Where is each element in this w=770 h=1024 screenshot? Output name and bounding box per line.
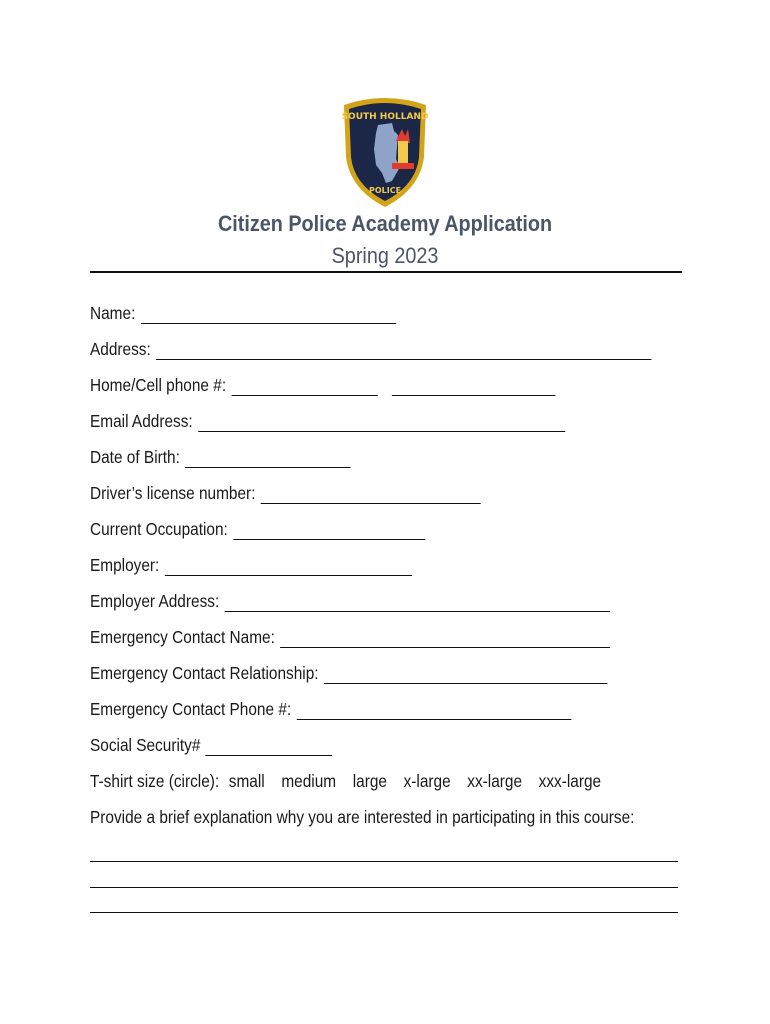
tshirt-option-medium[interactable]: medium (281, 771, 337, 791)
employer-label: Employer: (90, 555, 160, 575)
emergency-contact-phone-input-line[interactable] (296, 701, 571, 720)
title-divider (90, 271, 682, 273)
name-label: Name: (90, 303, 136, 323)
ssn-input-line[interactable] (206, 737, 333, 756)
email-label: Email Address: (90, 411, 193, 431)
explanation-prompt: Provide a brief explanation why you are interested in participating in this course: (90, 807, 635, 827)
name-input-line[interactable] (141, 305, 396, 324)
tshirt-option-x-large[interactable]: x-large (403, 771, 451, 791)
tshirt-option-xxx-large[interactable]: xxx-large (538, 771, 602, 791)
home-phone-input-line[interactable] (231, 377, 377, 396)
drivers-license-label: Driver’s license number: (90, 483, 256, 503)
employer-address-field[interactable] (90, 590, 610, 614)
police-badge-logo (340, 97, 430, 209)
tshirt-option-small[interactable]: small (228, 771, 265, 791)
address-label: Address: (90, 339, 151, 359)
explanation-line-1[interactable] (90, 861, 678, 862)
email-input-line[interactable] (198, 413, 565, 432)
emergency-contact-phone-field[interactable] (90, 698, 571, 722)
tshirt-option-large[interactable]: large (352, 771, 387, 791)
ssn-field[interactable] (90, 734, 332, 758)
address-input-line[interactable] (156, 341, 651, 360)
drivers-license-field[interactable] (90, 482, 481, 506)
phone-field[interactable] (90, 374, 555, 398)
dob-field[interactable] (90, 446, 351, 470)
employer-address-input-line[interactable] (225, 593, 610, 612)
tshirt-size-row (90, 770, 601, 792)
tshirt-size-label: T-shirt size (circle): (90, 771, 220, 791)
emergency-contact-name-label: Emergency Contact Name: (90, 627, 275, 647)
emergency-contact-name-input-line[interactable] (280, 629, 610, 648)
tshirt-option-xx-large[interactable]: xx-large (467, 771, 523, 791)
employer-input-line[interactable] (165, 557, 412, 576)
occupation-label: Current Occupation: (90, 519, 228, 539)
badge-top-text: SOUTH HOLLAND (341, 112, 429, 122)
cell-phone-input-line[interactable] (392, 377, 556, 396)
form-title: Citizen Police Academy Application (217, 211, 553, 236)
name-field[interactable] (90, 302, 396, 326)
employer-field[interactable] (90, 554, 412, 578)
address-field[interactable] (90, 338, 651, 362)
emergency-contact-phone-label: Emergency Contact Phone #: (90, 699, 292, 719)
emergency-contact-relationship-input-line[interactable] (324, 665, 607, 684)
badge-bottom-text: POLICE (368, 186, 402, 195)
employer-address-label: Employer Address: (90, 591, 220, 611)
occupation-input-line[interactable] (233, 521, 425, 540)
email-field[interactable] (90, 410, 565, 434)
emergency-contact-relationship-field[interactable] (90, 662, 607, 686)
phone-label: Home/Cell phone #: (90, 375, 227, 395)
explanation-line-2[interactable] (90, 887, 678, 888)
occupation-field[interactable] (90, 518, 425, 542)
form-subtitle: Spring 2023 (331, 243, 439, 268)
explanation-line-3[interactable] (90, 912, 678, 913)
emergency-contact-name-field[interactable] (90, 626, 610, 650)
dob-label: Date of Birth: (90, 447, 180, 467)
drivers-license-input-line[interactable] (261, 485, 481, 504)
dob-input-line[interactable] (185, 449, 350, 468)
ssn-label: Social Security# (90, 735, 201, 755)
emergency-contact-relationship-label: Emergency Contact Relationship: (90, 663, 319, 683)
